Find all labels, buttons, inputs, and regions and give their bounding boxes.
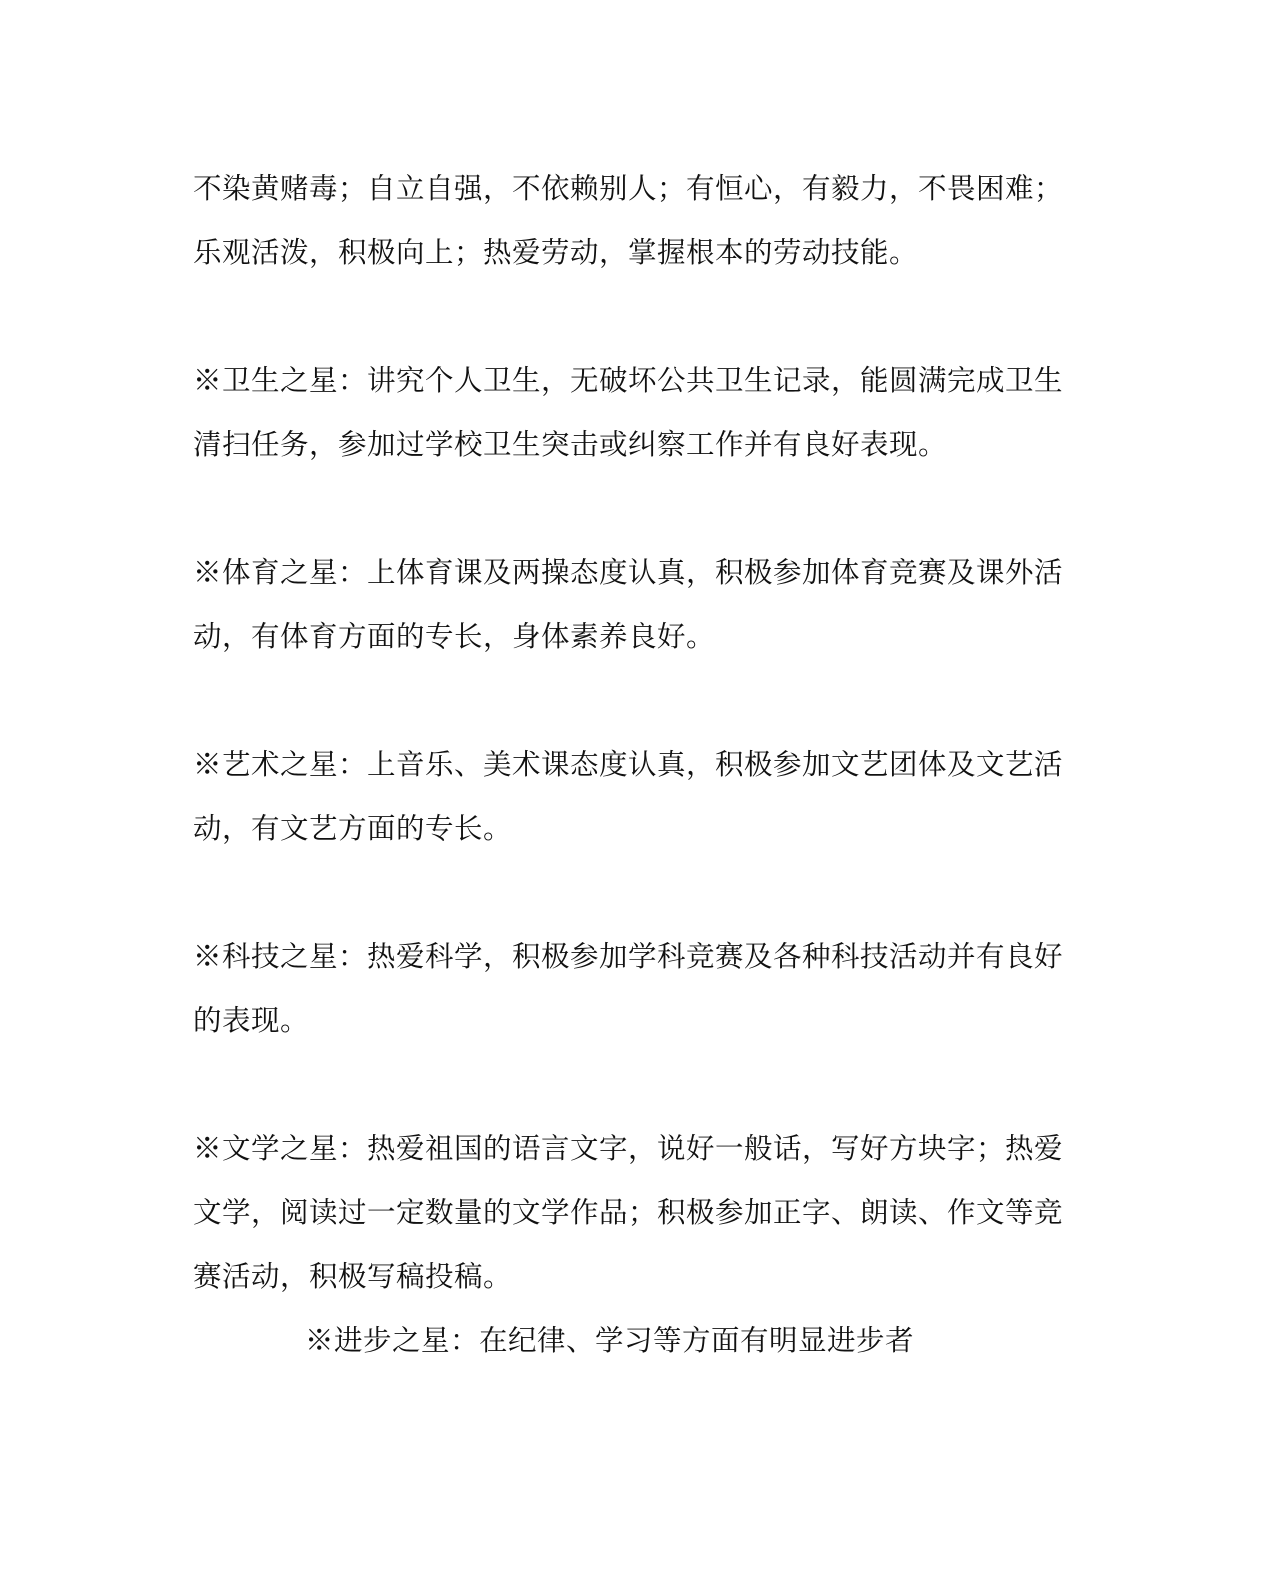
paragraph-line: ※进步之星：在纪律、学习等方面有明显进步者 — [305, 1324, 915, 1357]
paragraph-line: 乐观活泼，积极向上；热爱劳动，掌握根本的劳动技能。 — [193, 236, 919, 269]
paragraph-line: ※卫生之星：讲究个人卫生，无破坏公共卫生记录，能圆满完成卫生 — [193, 364, 1064, 397]
paragraph-line: 的表现。 — [193, 1004, 310, 1037]
paragraph-line: ※科技之星：热爱科学，积极参加学科竞赛及各种科技活动并有良好 — [193, 940, 1064, 973]
paragraph-line: 文学，阅读过一定数量的文学作品；积极参加正字、朗读、作文等竞 — [193, 1196, 1064, 1229]
paragraph-line: 动，有文艺方面的专长。 — [193, 812, 513, 845]
paragraph-line: ※艺术之星：上音乐、美术课态度认真，积极参加文艺团体及文艺活 — [193, 748, 1064, 781]
paragraph-line: ※文学之星：热爱祖国的语言文字，说好一般话，写好方块字；热爱 — [193, 1132, 1064, 1165]
paragraph-line: 清扫任务，参加过学校卫生突击或纠察工作并有良好表现。 — [193, 428, 948, 461]
paragraph-line: 不染黄赌毒；自立自强，不依赖别人；有恒心，有毅力，不畏困难； — [193, 172, 1064, 205]
paragraph-line: 赛活动，积极写稿投稿。 — [193, 1260, 513, 1293]
paragraph-line: ※体育之星：上体育课及两操态度认真，积极参加体育竞赛及课外活 — [193, 556, 1064, 589]
paragraph-line: 动，有体育方面的专长，身体素养良好。 — [193, 620, 716, 653]
